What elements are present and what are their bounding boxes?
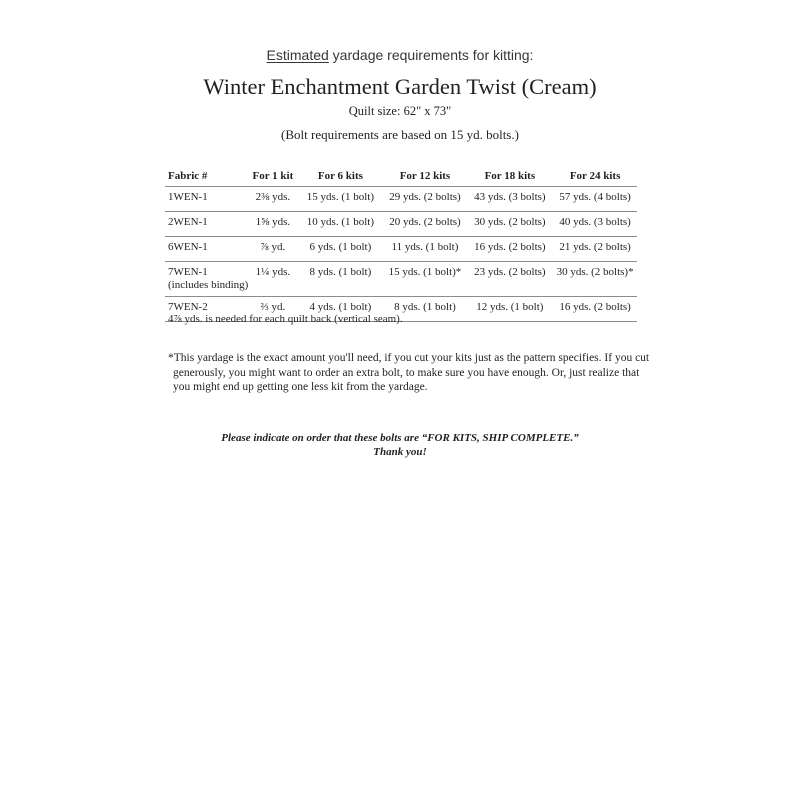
table-cell: 4 yds. (1 bolt) (297, 297, 383, 322)
footnote-line: *This yardage is the exact amount you'll need, if you cut your kits just as the pattern specifies. If you cut (168, 352, 650, 364)
fabric-note: (includes binding) (168, 279, 249, 291)
table-cell: 43 yds. (3 bolts) (466, 187, 553, 212)
fabric-number: 1WEN-1 (165, 187, 248, 212)
thank-you-note: Thank you! (373, 446, 427, 458)
page-title: Winter Enchantment Garden Twist (Cream) (203, 74, 597, 99)
table-cell: 1¼ yds. (248, 262, 297, 297)
fabric-number: 7WEN-2 (165, 297, 248, 322)
footnote-line: you might end up getting one less kit from the yardage. (173, 381, 428, 393)
kitting-subtitle (0, 47, 800, 63)
column-header: For 24 kits (553, 165, 637, 187)
table-cell: 21 yds. (2 bolts) (553, 237, 637, 262)
footnote-line: generously, you might want to order an extra bolt, to make sure you have enough. Or, just realize that (173, 366, 640, 379)
table-cell: 40 yds. (3 bolts) (553, 212, 637, 237)
column-header: For 12 kits (383, 165, 466, 187)
table-cell: 16 yds. (2 bolts) (466, 237, 553, 262)
quilt-size: Quilt size: 62" x 73" (348, 104, 452, 118)
column-header: Fabric # (165, 165, 248, 187)
table-cell: 8 yds. (1 bolt) (297, 262, 383, 297)
bolt-note: (Bolt requirements are based on 15 yd. bolts.) (281, 127, 519, 142)
table-cell: 20 yds. (2 bolts) (383, 212, 466, 237)
table-row (165, 212, 637, 237)
table-cell: 30 yds. (2 bolts)* (553, 262, 637, 297)
table-cell: 1⅝ yds. (248, 212, 297, 237)
column-header: For 1 kit (248, 165, 297, 187)
table-cell: 15 yds. (1 bolt)* (383, 262, 466, 297)
table-cell: 10 yds. (1 bolt) (297, 212, 383, 237)
yardage-footnote (168, 351, 650, 395)
table-cell: 6 yds. (1 bolt) (297, 237, 383, 262)
yardage-table (165, 165, 637, 322)
table-cell: ⅔ yd. (248, 297, 297, 322)
column-header: For 6 kits (297, 165, 383, 187)
table-row (165, 262, 637, 297)
fabric-number-cell (165, 262, 248, 297)
table-cell: 57 yds. (4 bolts) (553, 187, 637, 212)
fabric-number: 2WEN-1 (165, 212, 248, 237)
table-cell: 29 yds. (2 bolts) (383, 187, 466, 212)
quilt-back-note: 4⅞ yds. is needed for each quilt back (vertical seam). (168, 313, 403, 325)
fabric-number: 6WEN-1 (165, 237, 248, 262)
table-cell: 30 yds. (2 bolts) (466, 212, 553, 237)
table-cell: 2⅜ yds. (248, 187, 297, 212)
table-row (165, 187, 637, 212)
order-instruction: Please indicate on order that these bolts are “FOR KITS, SHIP COMPLETE.” (221, 432, 579, 444)
estimated-word: Estimated (266, 47, 329, 63)
table-cell: 11 yds. (1 bolt) (383, 237, 466, 262)
table-cell: 12 yds. (1 bolt) (466, 297, 553, 322)
fabric-number: 7WEN-1 (168, 266, 208, 278)
table-header-row (165, 165, 637, 187)
table-cell: 16 yds. (2 bolts) (553, 297, 637, 322)
table-cell: ⅞ yd. (248, 237, 297, 262)
column-header: For 18 kits (466, 165, 553, 187)
table-cell: 15 yds. (1 bolt) (297, 187, 383, 212)
table-row (165, 237, 637, 262)
table-cell: 23 yds. (2 bolts) (466, 262, 553, 297)
table-cell: 8 yds. (1 bolt) (383, 297, 466, 322)
subtitle-rest: yardage requirements for kitting: (328, 47, 534, 63)
